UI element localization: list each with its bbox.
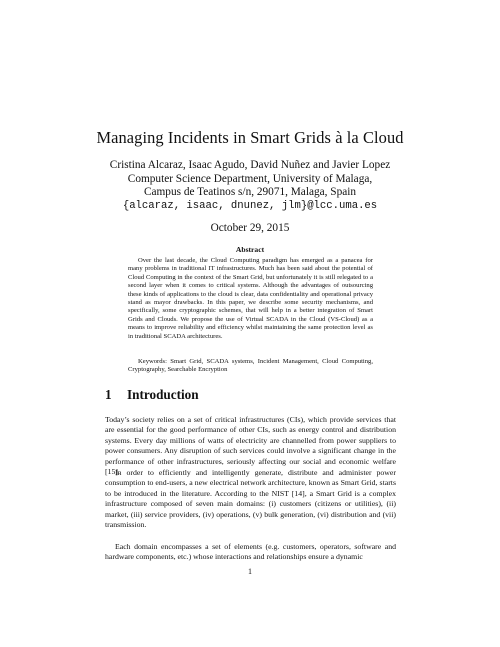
- author-block: [0, 159, 500, 213]
- body-paragraph: In order to efficiently and intelligently generate, distribute and administer power consumption to end-users, a new electrical network architecture, known as Smart Grid, starts to be introduced in the literature. According to the NIST [14], a Smart Grid is a complex infrastructure composed of seven main domains: (i) customers (citizens or utilities), (ii) market, (iii) service providers, (iv) operations, (v) bulk generation, (vi) distribution and (vii) transmission.: [105, 468, 396, 530]
- author-names: Cristina Alcaraz, Isaac Agudo, David Nuñez and Javier Lopez: [109, 159, 391, 171]
- section-number: 1: [105, 387, 112, 402]
- body-paragraph: Each domain encompasses a set of elements (e.g. customers, operators, software and hardware components, etc.) whose interactions and relationships ensure a dynamic: [105, 542, 396, 562]
- address: Campus de Teatinos s/n, 29071, Malaga, Spain: [143, 186, 357, 199]
- email: {alcaraz, isaac, dnunez, jlm}@lcc.uma.es: [122, 199, 378, 212]
- page-number: 1: [248, 567, 252, 576]
- section-title: Introduction: [127, 387, 199, 402]
- abstract-heading: Abstract: [235, 245, 265, 254]
- body-paragraph: Today’s society relies on a set of critical infrastructures (CIs), which provide services that are essential for the good performance of other CIs, such as energy control and distribution systems. Every day millions of watts of electricity are channelled from power suppliers to power consumers. Any disruption of such services could involve a significant change in the performance of other infrastructures, seriously affecting our social and economic welfare [15].: [105, 415, 396, 477]
- affiliation: Computer Science Department, University of Malaga,: [127, 172, 373, 185]
- paper-date: October 29, 2015: [210, 222, 290, 234]
- paper-title: Managing Incidents in Smart Grids à la Cloud: [96, 128, 404, 147]
- abstract-text: Over the last decade, the Cloud Computing paradigm has emerged as a panacea for many problems in traditional IT infrastructures. Much has been said about the potential of Cloud Computing in the context of the Smart Grid, but unfortunately it is still relegated to a second layer when it comes to critical systems. Although the advantages of outsourcing these kinds of applications to the cloud is clear, data confidentiality and operational privacy stand as mayor drawbacks. In this paper, we describe some security mechanisms, and specifically, some cryptographic schemes, that will help in a better integration of Smart Grids and Clouds. We propose the use of Virtual SCADA in the Cloud (VS-Cloud) as a means to improve reliability and efficiency whilst maintaining the same protection level as in traditional SCADA architectures.: [128, 257, 373, 340]
- keywords: Keywords: Smart Grid, SCADA systems, Incident Management, Cloud Computing, Cryptography, Searchable Encryption: [128, 358, 373, 374]
- section-heading: [105, 387, 199, 403]
